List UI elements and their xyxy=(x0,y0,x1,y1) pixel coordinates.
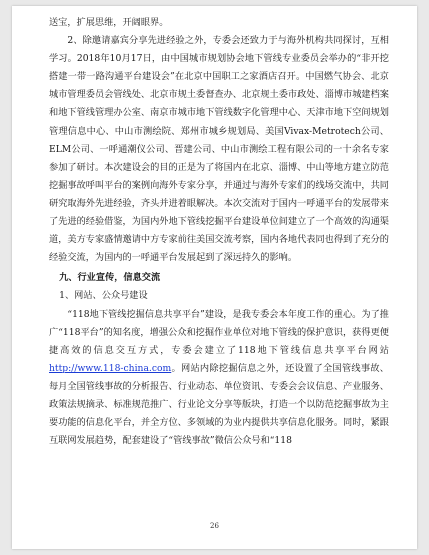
document-page xyxy=(12,6,417,549)
page-number: 26 xyxy=(210,522,219,530)
website-link[interactable]: http://www.118-china.com xyxy=(49,362,172,374)
exchange-paragraph: 2、除邀请嘉宾分享先进经验之外，专委会还致力于与海外机构共同探讨，互相学习。2018年10月17日，由中国城市规划协会地下管线专业委员会举办的“非开挖搭建一带一路沟通平台建设会”在北京中国职工之家酒店召开。中国燃气协会、北京城市管理委员会管线处、北京市规土委督查办、北京规土委市政处、淄博市城建档案和地下管线管理办公室、南京市城市地下管线数字化管理中心、天津市地下空间规划管理信息中心、中山市测绘院、郑州市城乡规划局、美国Vivax-Metrotech公司、ELM公司、一呼通潮仪公司、晋建公司、中山市测绘工程有限公司的一十余名专家参加了研讨。本次建设会的目的正是为了将国内在北京、淄博、中山等地方建立防范挖掘事故呼叫平台的案例向海外专家分享，并通过与海外专家们的线场交流中，共同研究取海外先进经验，齐头并进着眼解决。本次交流对于国内一呼通平台的发展带来了先进的经验借鉴，为国内外地下管线挖掘平台建设单位间建立了一个高效的沟通渠道，美方专家盛情邀请中方专家前往美国交流考察，国内各地代表同也得到了充分的经验交流，为国内的一呼通平台发展起到了深远持久的影响。 xyxy=(49,35,389,264)
platform-text-after-link: 。网站内除挖掘信息之外，还设置了全国管线事故、每月全国管线事故的分析报告、行业动态、单位资讯、专委会会议信息、产业服务、政策法规摘录、标准规范推广、行业论文分享等版块，打造一个以防范挖掘事故为主要功能的信息化平台，并全方位、多领域的为业内提供共享信息化服务。同时，紧跟互联网发展趋势，配套建设了“管线事故”微信公众号和“118 xyxy=(49,362,389,447)
section-heading: 九、行业宣传，信息交流 xyxy=(59,272,161,284)
platform-paragraph xyxy=(49,306,389,451)
subsection-heading: 1、网站、公众号建设 xyxy=(59,290,148,302)
platform-text-before-link: “118地下管线挖掘信息共享平台”建设，是我专委会本年度工作的重心。为了推广“118平台”的知名度，增强公众和挖掘作业单位对地下管线的保护意识，获得更便捷高效的信息交互方式，专委会建立了118地下管线信息共享平台网站 xyxy=(49,308,389,356)
intro-tail-paragraph: 送宝，扩展思维，开阔眼界。 xyxy=(49,17,169,28)
page-content xyxy=(49,14,389,450)
